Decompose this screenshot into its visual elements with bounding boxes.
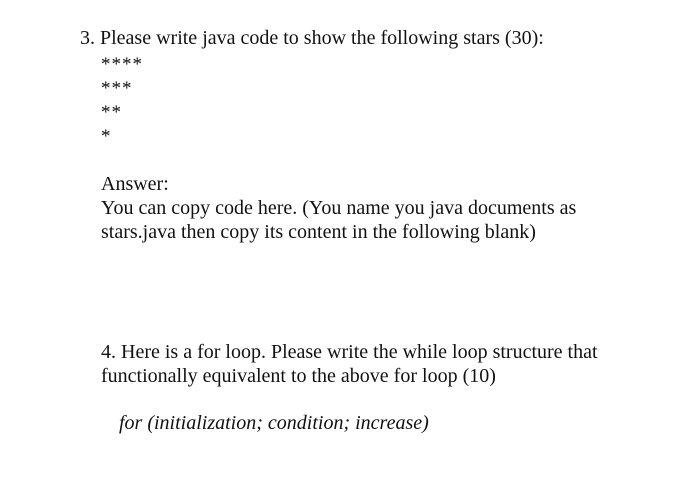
stars-row-3: ** bbox=[101, 102, 122, 123]
stars-row-1: **** bbox=[101, 54, 143, 75]
stars-row-2: *** bbox=[101, 78, 133, 99]
question-3-heading bbox=[80, 26, 544, 50]
answer-label: Answer: bbox=[101, 173, 169, 195]
question-4-line-1: 4. Here is a for loop. Please write the while loop structure that bbox=[101, 341, 598, 363]
for-loop-syntax: for (initialization; condition; increase) bbox=[119, 412, 429, 434]
answer-instructions-line-2: stars.java then copy its content in the following blank) bbox=[101, 221, 536, 243]
answer-instructions-line-1: You can copy code here. (You name you java documents as bbox=[101, 197, 577, 219]
stars-row-4: * bbox=[101, 126, 112, 147]
question-4-line-2: functionally equivalent to the above for loop (10) bbox=[101, 365, 496, 387]
question-3-prompt: Please write java code to show the following stars (30): bbox=[100, 27, 544, 49]
question-3-number: 3. bbox=[80, 27, 95, 49]
